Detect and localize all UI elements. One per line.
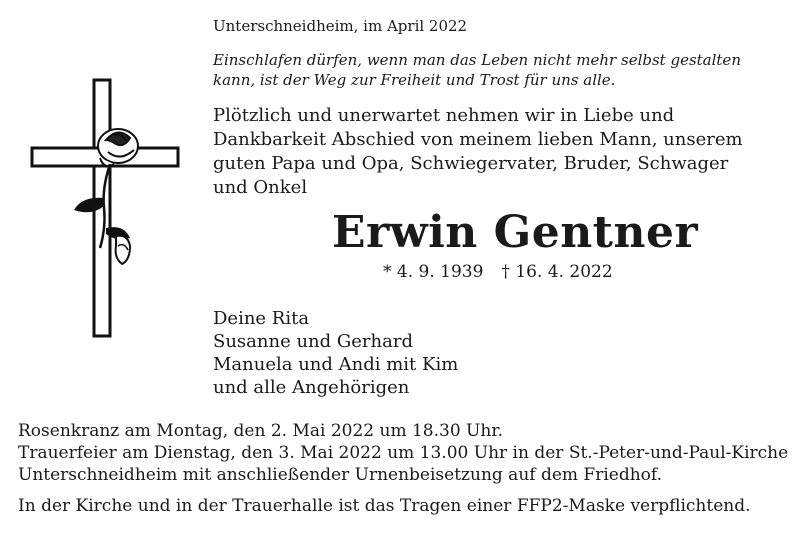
intro-line: Plötzlich und unerwartet nehmen wir in Liebe und <box>213 105 675 126</box>
intro-line: Dankbarkeit Abschied von meinem lieben Mann, unserem <box>213 129 743 150</box>
place-date: Unterschneidheim, im April 2022 <box>213 17 468 35</box>
intro-text <box>213 104 743 200</box>
service-line: Rosenkranz am Montag, den 2. Mai 2022 um 18.30 Uhr. <box>18 421 503 441</box>
life-dates <box>383 262 613 282</box>
family-list <box>213 307 458 399</box>
quote-line: Einschlafen dürfen, wenn man das Leben nicht mehr selbst gestalten <box>213 51 741 69</box>
deceased-name: Erwin Gentner <box>332 207 699 258</box>
quote <box>213 50 741 90</box>
service-line: Unterschneidheim mit anschließender Urnenbeisetzung auf dem Friedhof. <box>18 465 662 485</box>
family-member: Manuela und Andi mit Kim <box>213 354 459 375</box>
service-info <box>18 420 788 517</box>
service-line: Trauerfeier am Dienstag, den 3. Mai 2022 um 13.00 Uhr in der St.-Peter-und-Paul-Kirche <box>18 443 789 463</box>
family-member: Susanne und Gerhard <box>213 331 413 352</box>
quote-line: kann, ist der Weg zur Freiheit und Trost für uns alle. <box>213 71 616 89</box>
birth-date: * 4. 9. 1939 <box>383 262 484 282</box>
mask-notice: In der Kirche und in der Trauerhalle ist das Tragen einer FFP2-Maske verpflichtend. <box>18 496 751 516</box>
family-member: und alle Angehörigen <box>213 377 410 398</box>
cross-with-rose-icon <box>30 78 180 338</box>
intro-line: guten Papa und Opa, Schwiegervater, Bruder, Schwager <box>213 153 729 174</box>
family-member: Deine Rita <box>213 308 310 329</box>
death-date: † 16. 4. 2022 <box>501 262 613 282</box>
intro-line: und Onkel <box>213 177 308 198</box>
